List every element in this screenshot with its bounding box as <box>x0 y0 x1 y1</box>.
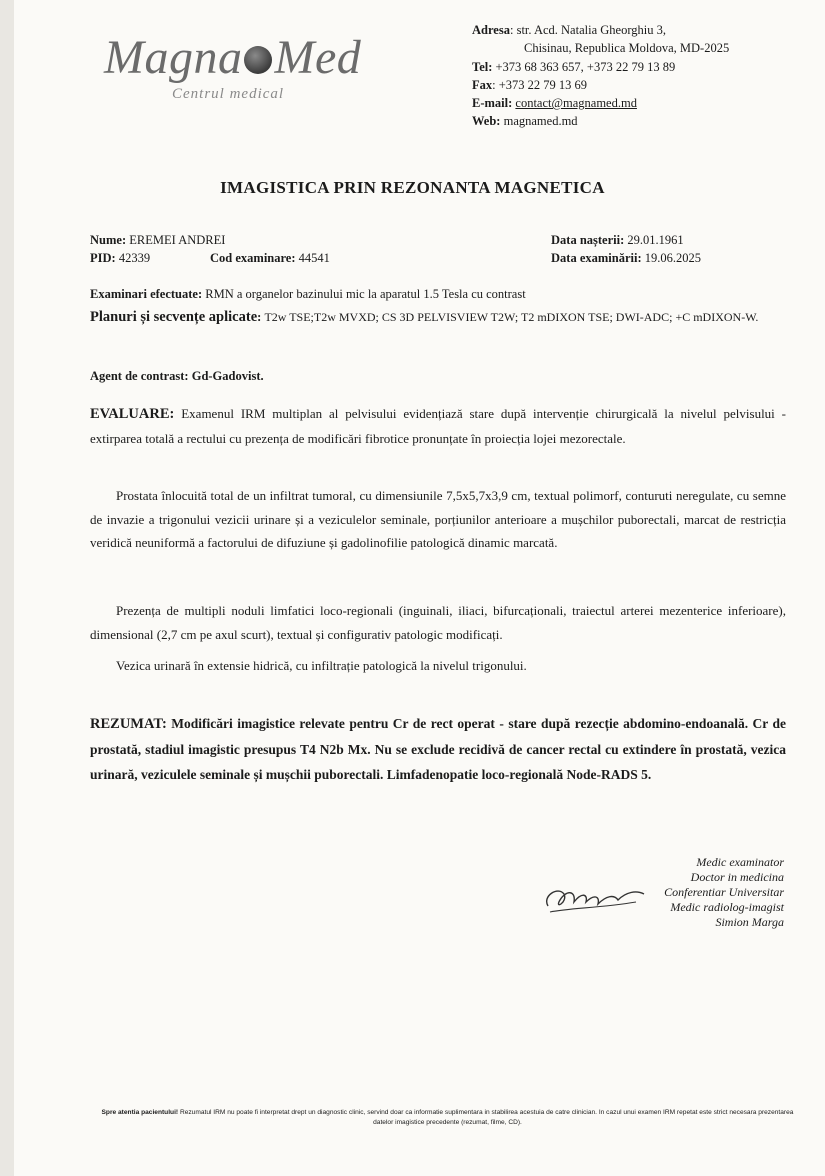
birth-row <box>551 231 684 249</box>
contact-block: Adresa: str. Acd. Natalia Gheorghiu 3, Chisinau, Republica Moldova, MD-2025 Tel: +373 68 363 657, +373 22 79 13 89 Fax: +373 22 79 13 69 E-mail: contact@magnamed.md Web: magnamed.md <box>472 21 812 131</box>
signatory-block <box>590 855 784 930</box>
exam-code-value: 44541 <box>298 251 330 265</box>
document-page <box>14 0 825 1176</box>
pid-row <box>90 249 150 267</box>
email-label: E-mail: <box>472 96 513 111</box>
birth-value: 29.01.1961 <box>627 233 684 247</box>
evaluation-text-1: Examenul IRM multiplan al pelvisului evidențiază stare după intervenție chirurgicală la nivelul pelvisului - extirparea totală a rectului cu prezența de modificări fibrotice pronunțate în proiecția lojei mezorectale. <box>90 406 787 446</box>
address-label: Adresa <box>472 23 510 37</box>
exam-code-row <box>210 249 330 267</box>
tel-label: Tel: <box>472 59 493 74</box>
patient-name: EREMEI ANDREI <box>129 233 226 247</box>
footer-text: Rezumatul IRM nu poate fi interpretat drept un diagnostic clinic, servind doar ca informatie suplimentara in stabilirea acestuia de catre clinician. In cazul unui examen IRM repetat este strict necesara prezentarea datelor imagistice precedente (rezumat, filme, CD). <box>179 1109 794 1126</box>
email-link[interactable]: contact@magnamed.md <box>515 96 637 111</box>
signatory-line3: Conferentiar Universitar <box>664 885 784 899</box>
logo-subtitle: Centrul medical <box>172 86 285 102</box>
planes-value: T2w TSE;T2w MVXD; CS 3D PELVISVIEW T2W; T2 mDIXON TSE; DWI-ADC; +C mDIXON-W. <box>264 310 759 324</box>
patient-name-row <box>90 231 225 249</box>
signatory-line2: Doctor in medicina <box>690 870 784 884</box>
contrast-row <box>90 367 264 385</box>
planes-row: Planuri și secvențe aplicate: T2w TSE;T2w MVXD; CS 3D PELVISVIEW T2W; T2 mDIXON TSE; DWI-ADC; +C mDIXON-W. <box>90 309 759 325</box>
logo-brand-left: Magna <box>104 31 243 84</box>
summary-label: REZUMAT: <box>90 716 167 732</box>
evaluation-paragraph-2: Prostata înlocuită total de un infiltrat tumoral, cu dimensiunile 7,5x5,7x3,9 cm, textual polimorf, conturuti neregulate, cu semne de invazie a trigonului vezicii urinare și a veziculelor seminale, porțiunilor anterioare a mușchilor puborectali, marcat de restricția veridică neuniformă a factorului de difuziune și gadolinofilie patologică dinamic marcată. <box>90 488 786 550</box>
evaluation-label: EVALUARE: <box>90 406 175 422</box>
logo-brand-right: Med <box>274 31 362 84</box>
summary-text: Modificări imagistice relevate pentru Cr de rect operat - stare după rezecție abdomino-endoanală. Cr de prostată, stadiul imagistic presupus T4 N2b Mx. Nu se exclude recidivă de cancer rectal cu extindere în prostată, vezica urinară, veziculele seminale și mușchii puborectali. Limfadenopatie loco-regională Node-RADS 5. <box>90 716 786 782</box>
performed-label: Examinari efectuate: <box>90 287 203 301</box>
contrast-label: Agent de contrast: <box>90 369 189 383</box>
footer-note <box>100 1108 795 1128</box>
name-label: Nume: <box>90 233 127 247</box>
evaluation-paragraph-4: Vezica urinară în extensie hidrică, cu infiltrație patologică la nivelul trigonului. <box>116 658 527 673</box>
address-line1: str. Acd. Natalia Gheorghiu 3, <box>516 23 666 37</box>
planes-label: Planuri și secvențe aplicate <box>90 309 258 325</box>
fax-value: +373 22 79 13 69 <box>498 77 588 92</box>
pid-value: 42339 <box>118 251 151 265</box>
evaluation-paragraph-1 <box>90 402 786 450</box>
signatory-line4: Medic radiolog-imagist <box>670 900 784 914</box>
birth-label: Data nașterii: <box>551 233 625 247</box>
signatory-line1: Medic examinator <box>696 855 784 869</box>
web-label: Web: <box>472 114 501 129</box>
footer-lead: Spre atentia pacientului! <box>101 1109 179 1116</box>
exam-code-label: Cod examinare: <box>210 251 296 265</box>
tel-value: +373 68 363 657, +373 22 79 13 89 <box>495 59 676 74</box>
performed-value: RMN a organelor bazinului mic la aparatul 1.5 Tesla cu contrast <box>205 287 526 301</box>
document-title: IMAGISTICA PRIN REZONANTA MAGNETICA <box>220 178 605 197</box>
summary-paragraph <box>90 711 786 787</box>
clinic-logo <box>104 31 374 114</box>
exam-date-value: 19.06.2025 <box>644 251 701 265</box>
exam-date-row <box>551 249 701 267</box>
address-line2: Chisinau, Republica Moldova, MD-2025 <box>524 41 730 56</box>
fax-label: Fax <box>472 77 493 92</box>
exam-date-label: Data examinării: <box>551 251 642 265</box>
web-value: magnamed.md <box>503 114 578 129</box>
contrast-value: Gd-Gadovist. <box>191 369 264 383</box>
globe-icon <box>244 46 272 74</box>
pid-label: PID: <box>90 251 116 265</box>
signatory-line5: Simion Marga <box>715 915 784 929</box>
evaluation-paragraph-3: Prezența de multipli noduli limfatici loco-regionali (inguinali, iliaci, bifurcaționali, traiectul arterei mezenterice inferioare), dimensional (2,7 cm pe axul scurt), textual și configurativ patologic modificați. <box>90 603 786 642</box>
exams-performed-row <box>90 285 790 303</box>
